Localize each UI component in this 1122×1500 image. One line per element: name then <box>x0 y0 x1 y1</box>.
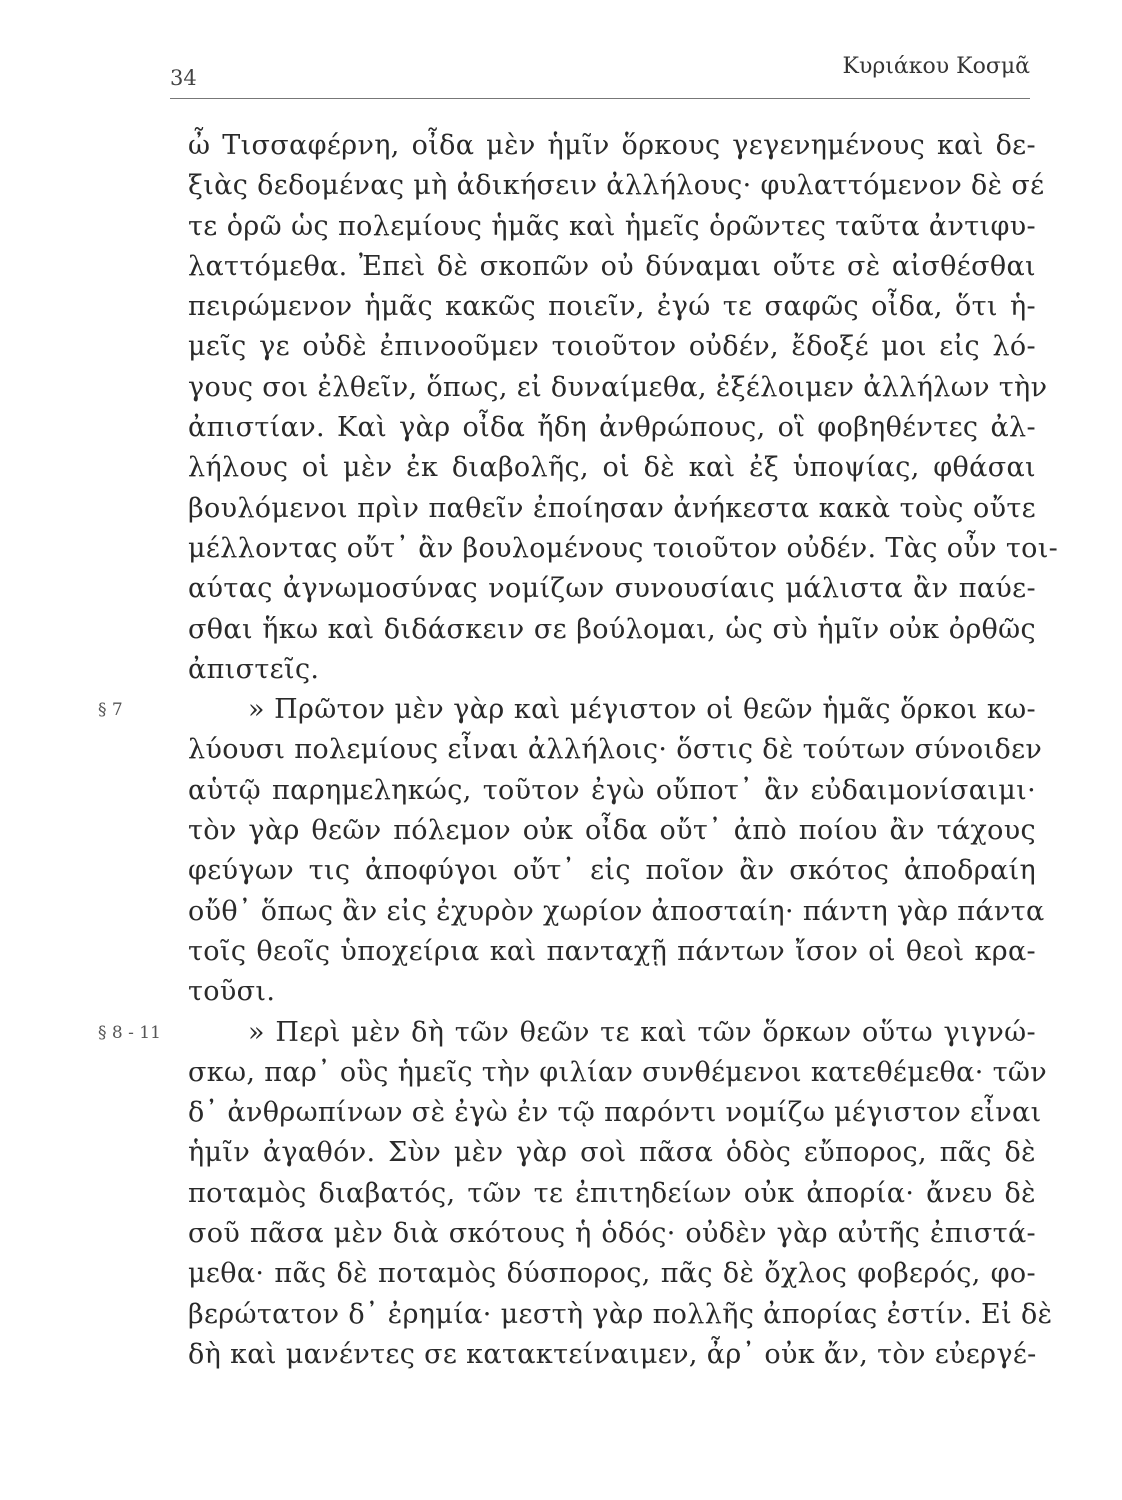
line-text: γους σοι ἐλθεῖν, ὅπως, εἰ δυναίμεθα, ἐξέλοιμεν ἀλλήλων τὴν <box>188 371 1048 403</box>
line-text: τοῖς θεοῖς ὑποχείρια καὶ πανταχῇ πάντων ἴσον οἱ θεοὶ κρα- <box>188 935 1036 967</box>
line-text: δὴ καὶ μανέντες σε κατακτείναιμεν, ἆρ᾽ οὐκ ἄν, τὸν εὐεργέ- <box>188 1338 1037 1370</box>
text-line <box>98 690 1036 730</box>
text-line <box>188 166 1045 206</box>
line-text: ἀπιστεῖς. <box>188 653 320 685</box>
line-text: ποταμὸς διαβατός, τῶν τε ἐπιτηδείων οὐκ ἀπορία· ἄνευ δὲ <box>188 1177 1036 1209</box>
text-line <box>188 610 1036 650</box>
line-text: δ᾽ ἀνθρωπίνων σὲ ἐγὼ ἐν τῷ παρόντι νομίζω μέγιστον εἶναι <box>188 1097 1042 1129</box>
line-text: ὦ Τισσαφέρνη, οἶδα μὲν ἡμῖν ὅρκους γεγενημένους καὶ δε- <box>188 130 1036 161</box>
line-text: ξιὰς δεδομένας μὴ ἀδικήσειν ἀλλήλους· φυλαττόμενον δὲ σέ <box>188 170 1045 202</box>
line-text: φεύγων τις ἀποφύγοι οὔτ᾽ εἰς ποῖον ἂν σκότος ἀποδραίη <box>188 855 1036 887</box>
text-line <box>188 126 1036 166</box>
line-text: αύτας ἀγνωμοσύνας νομίζων συνουσίαις μάλιστα ἂν παύε- <box>188 573 1036 605</box>
text-line <box>188 972 1036 1012</box>
text-line <box>188 1174 1036 1214</box>
line-text: πειρώμενον ἡμᾶς κακῶς ποιεῖν, ἐγώ τε σαφῶς οἶδα, ὅτι ἡ- <box>188 291 1036 323</box>
text-line <box>188 1093 1042 1133</box>
line-text: μέλλοντας οὔτ᾽ ἂν βουλομένους τοιοῦτον οὐδέν. Τὰς οὖν τοι- <box>188 532 1059 564</box>
page-number: 34 <box>170 66 197 90</box>
line-text: μεθα· πᾶς δὲ ποταμὸς δύσπορος, πᾶς δὲ ὄχλος φοβερός, φο- <box>188 1258 1036 1290</box>
line-text: ἀπιστίαν. Καὶ γὰρ οἶδα ἤδη ἀνθρώπους, οἳ φοβηθέντες ἀλ- <box>188 412 1036 444</box>
text-line <box>188 1335 1036 1375</box>
text-line <box>188 529 1059 569</box>
line-text: » Πρῶτον μὲν γὰρ καὶ μέγιστον οἱ θεῶν ἡμᾶς ὅρκοι κω- <box>248 694 1036 726</box>
text-line <box>188 892 1045 932</box>
line-text: τε ὁρῶ ὡς πολεμίους ἡμᾶς καὶ ἡμεῖς ὁρῶντες ταῦτα ἀντιφυ- <box>188 210 1036 242</box>
text-line <box>188 1214 1036 1254</box>
text-line <box>188 932 1036 972</box>
text-line <box>188 368 1048 408</box>
text-line <box>188 730 1043 770</box>
line-text: » Περὶ μὲν δὴ τῶν θεῶν τε καὶ τῶν ὅρκων οὕτω γιγνώ- <box>248 1016 1036 1048</box>
text-line <box>188 1254 1036 1294</box>
text-line <box>188 771 1036 811</box>
text-line <box>188 851 1036 891</box>
text-line <box>188 448 1036 488</box>
text-line <box>188 650 1036 690</box>
text-line <box>188 569 1036 609</box>
text-line <box>188 327 1036 367</box>
text-line <box>188 1133 1036 1173</box>
line-text: λήλους οἱ μὲν ἐκ διαβολῆς, οἱ δὲ καὶ ἐξ ὑποψίας, φθάσαι <box>188 452 1036 484</box>
text-line <box>188 811 1036 851</box>
line-text: σθαι ἥκω καὶ διδάσκειν σε βούλομαι, ὡς σὺ ἡμῖν οὐκ ὀρθῶς <box>188 613 1036 645</box>
line-text: μεῖς γε οὐδὲ ἐπινοοῦμεν τοιοῦτον οὐδέν, ἔδοξέ μοι εἰς λό- <box>188 331 1036 363</box>
text-line <box>98 1013 1036 1053</box>
text-line <box>188 1295 1053 1335</box>
line-text: λύουσι πολεμίους εἶναι ἀλλήλοις· ὅστις δὲ τούτων σύνοιδεν <box>188 734 1043 766</box>
section-marker: § 8 - 11 <box>98 1022 161 1043</box>
line-text: βερώτατον δ᾽ ἐρημία· μεστὴ γὰρ πολλῆς ἀπορίας ἐστίν. Εἰ δὲ <box>188 1298 1053 1330</box>
body-text <box>98 126 1059 1375</box>
line-text: αὑτῷ παρημεληκώς, τοῦτον ἐγὼ οὔποτ᾽ ἂν εὐδαιμονίσαιμι· <box>188 774 1036 806</box>
page-header <box>170 48 1030 98</box>
text-line <box>188 489 1036 529</box>
running-title: Κυριάκου Κοσμᾶ <box>842 54 1030 79</box>
line-text: οὔθ᾽ ὅπως ἂν εἰς ἐχυρὸν χωρίον ἀποσταίη· πάντη γὰρ πάντα <box>188 895 1045 927</box>
text-line <box>188 207 1036 247</box>
section-marker: § 7 <box>98 700 123 721</box>
header-rule <box>170 98 1030 99</box>
text-line <box>188 1053 1047 1093</box>
line-text: τὸν γὰρ θεῶν πόλεμον οὐκ οἶδα οὔτ᾽ ἀπὸ ποίου ἂν τάχους <box>188 815 1036 847</box>
text-line <box>188 408 1036 448</box>
line-text: λαττόμεθα. Ἐπεὶ δὲ σκοπῶν οὐ δύναμαι οὔτε σὲ αἰσθέσθαι <box>188 250 1036 282</box>
line-text: ἡμῖν ἀγαθόν. Σὺν μὲν γὰρ σοὶ πᾶσα ὁδὸς εὔπορος, πᾶς δὲ <box>188 1137 1036 1169</box>
text-line <box>188 247 1036 287</box>
text-line <box>188 287 1036 327</box>
line-text: σκω, παρ᾽ οὓς ἡμεῖς τὴν φιλίαν συνθέμενοι κατεθέμεθα· τῶν <box>188 1056 1047 1088</box>
line-text: βουλόμενοι πρὶν παθεῖν ἐποίησαν ἀνήκεστα κακὰ τοὺς οὔτε <box>188 492 1036 524</box>
line-text: σοῦ πᾶσα μὲν διὰ σκότους ἡ ὁδός· οὐδὲν γὰρ αὐτῆς ἐπιστά- <box>188 1218 1036 1250</box>
line-text: τοῦσι. <box>188 976 276 1008</box>
